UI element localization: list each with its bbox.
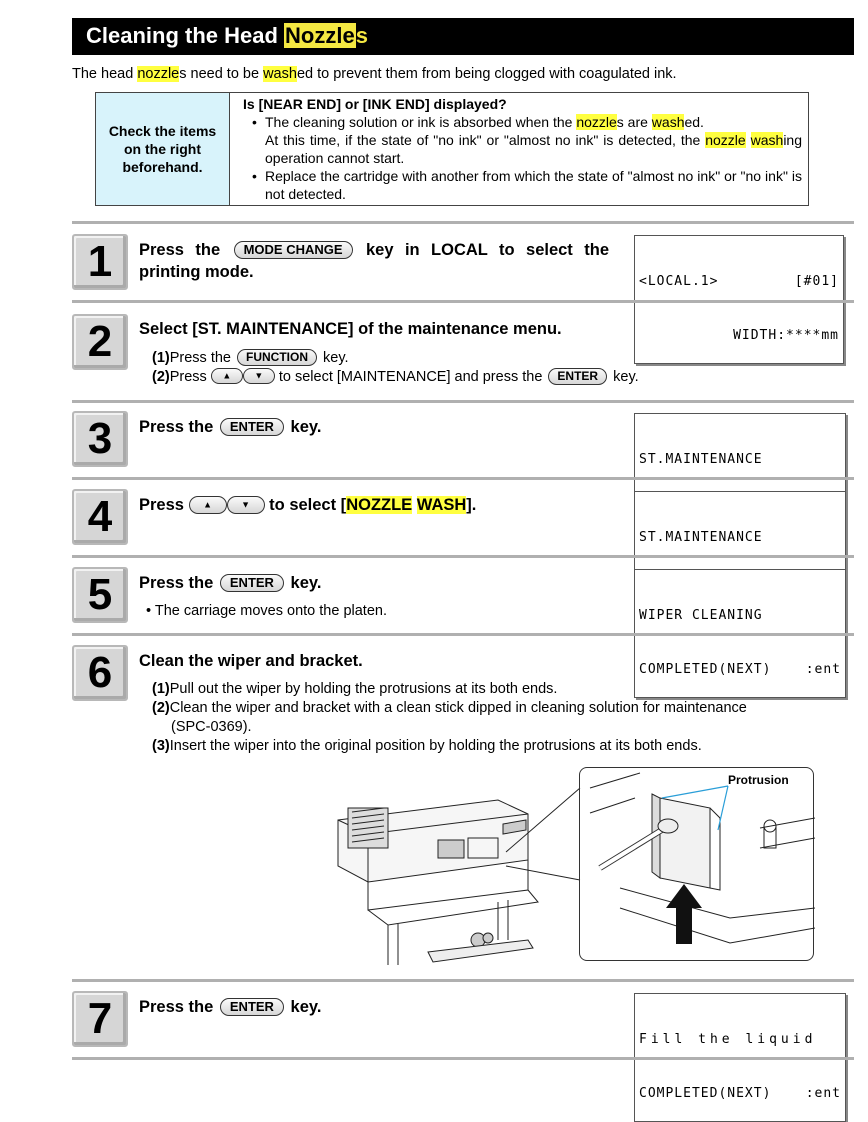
step-5-text: Press the ENTER key. xyxy=(139,574,322,592)
step-number-6: 6 xyxy=(72,645,128,701)
lcd-display-1: <LOCAL.1> [#01] WIDTH:****mm xyxy=(634,235,844,364)
divider xyxy=(72,1057,854,1060)
lcd-display-3: ST.MAINTENANCE xyxy=(634,413,846,542)
step-5-note: • The carriage moves onto the platen. xyxy=(146,603,387,619)
step-3-text: Press the ENTER key. xyxy=(139,418,322,436)
divider xyxy=(72,979,854,982)
title-highlight: Nozzle xyxy=(285,23,355,48)
intro-text: The head nozzles need to be washed to prevent them from being clogged with coagulated ink. xyxy=(72,66,677,82)
step-6-sub-1: (1)Pull out the wiper by holding the protrusions at its both ends. xyxy=(152,681,558,697)
step-4-text: Press ▲ ▼ to select [NOZZLE WASH]. xyxy=(139,496,477,514)
step-number-7: 7 xyxy=(72,991,128,1047)
down-key xyxy=(243,368,275,384)
step-2-title: Select [ST. MAINTENANCE] of the maintenance menu. xyxy=(139,320,562,338)
down-arrow-icon: ▼ xyxy=(241,499,251,510)
wiper-detail-illustration xyxy=(579,767,814,961)
mode-change-key: MODE CHANGE xyxy=(234,241,353,259)
divider xyxy=(72,555,854,558)
step-number-1: 1 xyxy=(72,234,128,290)
lcd-display-7: Fill the liquid COMPLETED(NEXT) :ent xyxy=(634,993,846,1122)
precheck-bullet-1: • The cleaning solution or ink is absorbed when the nozzles are washed. At this time, if the state of "no ink" or "almost no ink" is detected, the nozzle washing operation cannot start. xyxy=(252,114,802,166)
title-suffix: s xyxy=(355,23,368,48)
precheck-content xyxy=(230,93,808,205)
enter-key: ENTER xyxy=(220,574,284,592)
divider xyxy=(72,221,854,224)
precheck-question: Is [NEAR END] or [INK END] displayed? xyxy=(243,96,507,112)
step-1-text: Press the MODE CHANGE key in LOCAL to select the printing mode. xyxy=(139,241,609,281)
step-number-4: 4 xyxy=(72,489,128,545)
step-6-sub-2: (2)Clean the wiper and bracket with a clean stick dipped in cleaning solution for maintenance xyxy=(152,700,747,716)
precheck-label: Check the items on the right beforehand. xyxy=(96,93,230,205)
precheck-table xyxy=(95,92,809,206)
page-title xyxy=(86,23,368,49)
step-number-3: 3 xyxy=(72,411,128,467)
protrusion-callout: Protrusion xyxy=(728,773,789,787)
page-title-bar xyxy=(72,18,854,55)
step-number-2: 2 xyxy=(72,314,128,370)
enter-key: ENTER xyxy=(220,998,284,1016)
function-key: FUNCTION xyxy=(237,349,317,366)
step-6-sub-3: (3)Insert the wiper into the original position by holding the protrusions at its both ends. xyxy=(152,738,702,754)
divider xyxy=(72,477,854,480)
up-key xyxy=(211,368,243,384)
enter-key: ENTER xyxy=(220,418,284,436)
divider xyxy=(72,300,854,303)
title-text: Cleaning the Head xyxy=(86,23,285,48)
lcd-display-4: ST.MAINTENANCE xyxy=(634,491,846,620)
up-arrow-icon: ▲ xyxy=(203,499,213,510)
step-2-sub-1: (1)Press the FUNCTION key. xyxy=(152,349,349,366)
step-7-text: Press the ENTER key. xyxy=(139,998,322,1016)
step-6-sub-2-cont: (SPC-0369). xyxy=(171,719,252,735)
up-key xyxy=(189,496,227,514)
down-key xyxy=(227,496,265,514)
divider xyxy=(72,400,854,403)
up-arrow-icon: ▲ xyxy=(222,370,232,381)
divider xyxy=(72,633,854,636)
step-2-sub-2: (2)Press ▲ ▼ to select [MAINTENANCE] and press the ENTER key. xyxy=(152,368,639,385)
step-number-5: 5 xyxy=(72,567,128,623)
printer-illustration xyxy=(328,790,588,968)
down-arrow-icon: ▼ xyxy=(254,370,264,381)
lcd-display-5: WIPER CLEANING COMPLETED(NEXT) :ent xyxy=(634,569,846,698)
enter-key: ENTER xyxy=(548,368,607,385)
step-6-title: Clean the wiper and bracket. xyxy=(139,652,363,670)
precheck-bullet-2: • Replace the cartridge with another from which the state of "almost no ink" or "no ink" is not detected. xyxy=(252,168,802,202)
